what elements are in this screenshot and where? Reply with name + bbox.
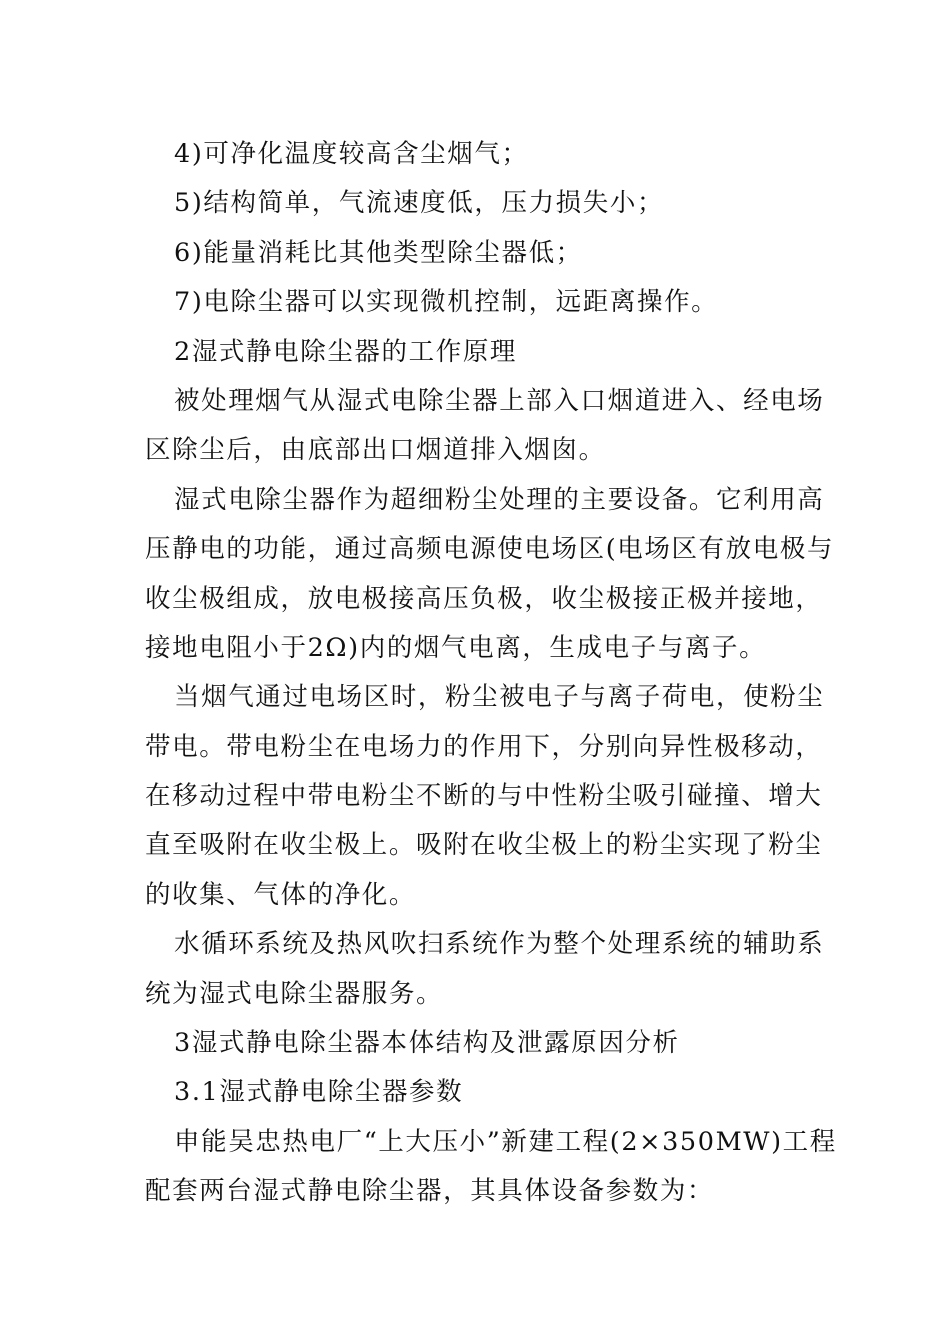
list-item-6: 6)能量消耗比其他类型除尘器低； [174,237,583,268]
section-heading-2: 2湿式静电除尘器的工作原理 [174,336,518,367]
paragraph-line: 收尘极组成，放电极接高压负极，收尘极接正极并接地， [145,583,823,614]
list-item-7: 7)电除尘器可以实现微机控制，远距离操作。 [174,287,719,318]
list-item-4: 4)可净化温度较高含尘烟气； [174,139,529,169]
document-body [145,130,837,1217]
paragraph-line: 湿式电除尘器作为超细粉尘处理的主要设备。它利用高 [174,484,825,515]
paragraph-line: 申能吴忠热电厂“上大压小”新建工程(2×350MW)工程 [174,1126,837,1157]
subsection-heading-3-1: 3.1湿式静电除尘器参数 [174,1077,464,1108]
paragraph-line: 统为湿式电除尘器服务。 [145,978,444,1009]
paragraph-line: 当烟气通过电场区时，粉尘被电子与离子荷电，使粉尘 [174,682,825,713]
paragraph-line: 直至吸附在收尘极上。吸附在收尘极上的粉尘实现了粉尘 [145,830,823,861]
paragraph-line: 配套两台湿式静电除尘器，其具体设备参数为： [145,1176,715,1207]
paragraph-line: 在移动过程中带电粉尘不断的与中性粉尘吸引碰撞、增大 [145,781,823,812]
paragraph-line: 被处理烟气从湿式电除尘器上部入口烟道进入、经电场 [174,385,825,416]
paragraph-line: 水循环系统及热风吹扫系统作为整个处理系统的辅助系 [174,929,825,960]
list-item-5: 5)结构简单，气流速度低，压力损失小； [174,188,665,219]
paragraph-line: 接地电阻小于2Ω)内的烟气电离，生成电子与离子。 [145,632,767,663]
paragraph-line: 的收集、气体的净化。 [145,879,417,910]
section-heading-3: 3湿式静电除尘器本体结构及泄露原因分析 [174,1028,680,1059]
paragraph-line: 压静电的功能，通过高频电源使电场区(电场区有放电极与 [145,534,835,565]
paragraph-line: 区除尘后，由底部出口烟道排入烟囱。 [145,435,606,466]
paragraph-line: 带电。带电粉尘在电场力的作用下，分别向异性极移动， [145,731,823,762]
